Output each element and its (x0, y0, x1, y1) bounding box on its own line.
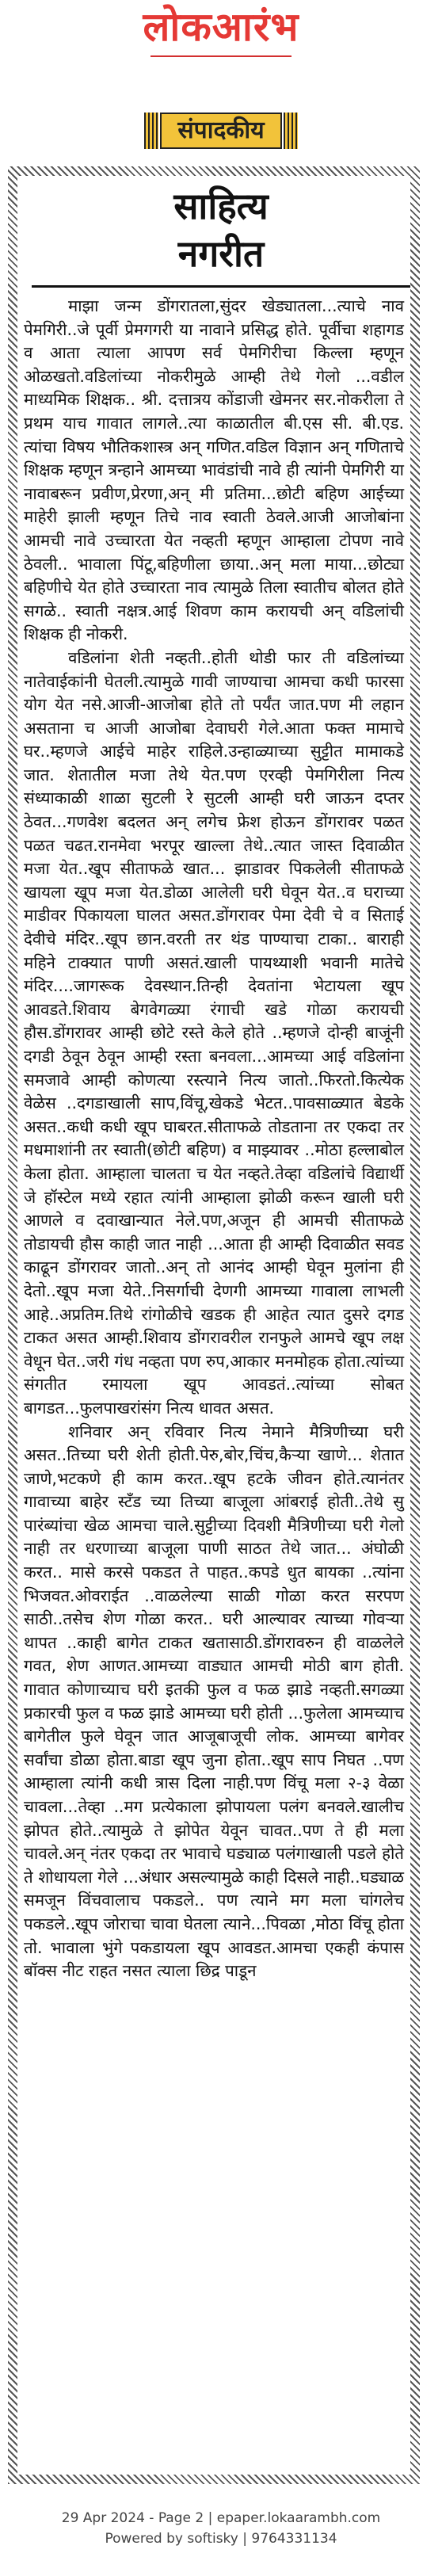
headline-line-2: नगरीत (177, 232, 265, 275)
headline-line-1: साहित्य (173, 185, 269, 227)
masthead-rule (151, 55, 291, 57)
footer-line-credit: Powered by softisky | 9764331134 (105, 2531, 337, 2547)
footer-line-edition: 29 Apr 2024 - Page 2 | epaper.lokaarambh.com (61, 2510, 381, 2526)
article-paragraph-1: माझा जन्म डोंगरातला,सुंदर खेड्यातला...त्याचे नाव पेमगिरी..जे पूर्वी प्रेमगगरी या नावाने प्रसिद्ध होते. पूर्वीचा शहागड व आता त्याला आपण सर्व पेमगिरीचा किल्ला म्हणून ओळखतो.वडिलांच्या नोकरीमुळे आम्ही तेथे गेलो ...वडील माध्यमिक शिक्षक.. श्री. दत्तात्रय कोंडाजी खेमनर सर.नोकरीला ते प्रथम याच गावात लागले..त्या काळातील बी.एस सी. बी.एड. त्यांचा विषय भौतिकशास्त्र अन् गणित.वडिल विज्ञान अन् गणिताचे शिक्षक म्हणून त्रन्हाने आमच्या भावंडांची नावे ही त्यांनी पेमगिरी या नावाबरून प्रवीण,प्रेरणा,अन् मी प्रतिमा...छोटी बहिण आईच्या माहेरी झाली म्हणून तिचे नाव स्वाती ठेवले.आजी आजोबांना आमची नावे उच्चारता येत नव्हती म्हणून आम्हाला टोपण नावे ठेवली.. भावाला पिंटू,बहिणीला छाया..अन् मला माया...छोट्या बहिणीचे येत होते उच्चारता नाव त्यामुळे तिला स्वातीच बोलत होते सगळे.. स्वाती नक्षत्र.आई शिवण काम करायची अन् वडिलांची शिक्षक ही नोकरी. (24, 296, 404, 644)
article-headline (0, 182, 442, 277)
page-footer (0, 2508, 442, 2549)
section-label: संपादकीय (160, 113, 282, 149)
headline-rule (32, 285, 410, 288)
article-paragraph-3: शनिवार अन् रविवार नित्य नेमाने मैत्रिणीच्या घरी असत..तिच्या घरी शेती होती.पेरु,बोर,चिंच,कैऱ्या खाणे... शेतात जाणे,भटकणे ही काम करत..खूप हटके जीवन होते.त्यानंतर गावाच्या बाहेर स्टँड च्या तिच्या बाजूला आंबराई होती..तेथे सु पारंब्यांचा खेळ आमचा चाले.सुट्टीच्या दिवशी मैत्रिणीच्या घरी गेलो नाही तर धरणाच्या बाजूला पाणी साठत तेथे जात... अंघोळी करत.. मासे करसे पकडत ते पाहत..कपडे धुत बायका ..त्यांना भिजवत.ओवराईत ..वाळलेल्या साळी गोळा करत सरपण साठी..तसेच शेण गोळा करत.. घरी आल्यावर त्याच्या गोवऱ्या थापत ..काही बागेत टाकत खतासाठी.डोंगरावरुन ही वाळलेले गवत, शेण आणत.आमच्या वाड्यात आमची मोठी बाग होती. गावात कोणाच्याच घरी इतकी फुल व फळ झाडे नव्हती.सगळ्या प्रकारची फुल व फळ झाडे आमच्या घरी होती ...फुलेला आमच्याच बागेतील फुले घेवून जात आजूबाजूची लोक. आमच्या बागेवर सर्वांचा डोळा होता.बाडा खूप जुना होता..खूप साप निघत ..पण आम्हाला त्यांनी कधी त्रास दिला नाही.पण विंचू मला २-३ वेळा चावला...तेव्हा ..मग प्रत्येकाला झोपायला पलंग बनवले.खालीच झोपत होते..त्यामुळे ते झोपेत येवून चावत..पण ते ही मला चावले.अन् नंतर एकदा तर भावाचे घड्याळ पलंगाखाली पडले होते ते शोधायला गेले ...अंधार असल्यामुळे काही दिसले नाही..घड्याळ समजून विंचवालाच पकडले.. पण त्याने मग मला चांगलेच पकडले..खूप जोराचा चावा घेतला त्याने...पिवळा ,मोठा विंचू होता तो. भावाला भुंगे पकडायला खूप आवडत.आमचा एकही कंपास बॉक्स नीट राहत नसत त्याला छिद्र पाडून (24, 1422, 404, 1981)
article-paragraph-2: वडिलांना शेती नव्हती..होती थोडी फार ती वडिलांच्या नातेवाईकांनी घेतली.त्यामुळे गावी जाण्याचा आमचा कधी फारसा योग येत नसे.आजी-आजोबा होते तो पर्यंत जात.पण मी लहान असताना च आजी आजोबा देवाघरी गेले.आता फक्त मामाचे घर..म्हणजे आईचे माहेर राहिले.उन्हाळ्याच्या सुट्टीत मामाकडे जात. शेतातील मजा तेथे येत.पण एरव्ही पेमगिरीला नित्य संध्याकाळी शाळा सुटली रे सुटली आम्ही घरी जाऊन दप्तर ठेवत...गणवेश बदलत अन् लगेच फ्रेश होऊन डोंगरावर पळत पळत चढत.रानमेवा भरपूर खाल्ला तेथे..त्यात जास्त दिवाळीत मजा येत..खूप सीताफळे खात... झाडावर पिकलेली सीताफळे खायला खूप मजा येत.डोळा आलेली घरी घेवून येत..व घराच्या माडीवर पिकायला घालत असत.डोंगरावर पेमा देवी चे व सिताई देवीचे मंदिर..खूप छान.वरती तर थंड पाण्याचा टाका.. बाराही महिने टाक्यात पाणी असतं.खाली पायथ्याशी भवानी मातेचे मंदिर....जागरूक देवस्थान.तिन्ही देवतांना भेटायला खूप आवडते.शिवाय बेगवेगळ्या रंगाची खडे गोळा करायची हौस.डोंगरावर आम्ही छोटे रस्ते केले होते ..म्हणजे दोन्ही बाजूंनी दगडी ठेवून ठेवून आम्ही रस्ता बनवला...आमच्या आई वडिलांना समजावे आम्ही कोणत्या रस्त्याने नित्य जातो..फिरतो.कित्येक वेळेस ..दगडाखाली साप,विंचू,खेकडे भेटत..पावसाळ्यात बेडके असत..कधी कधी खूप घाबरत.सीताफळे तोडताना तर एकदा तर मधमाशांनी तर स्वाती(छोटी बहिण) व माझ्यावर ..मोठा हल्लाबोल केला होता. आम्हाला चालता च येत नव्हते.तेव्हा वडिलांचे विद्यार्थी जे हॉस्टेल मध्ये रहात त्यांनी आम्हाला झोळी करून खाली घरी आणले व दवाखान्यात नेले.पण,अजून ही आमची सीताफळे तोडायची हौस काही जात नाही ...आता ही आम्ही दिवाळीत सवड काढून डोंगरावर जातो..अन् तो आनंद आम्ही घेवून मुलांना ही देतो..खूप मजा येते..निसर्गाची देणगी आमच्या गावाला लाभली आहे..अप्रतिम.तिथे रांगोळीचे खडक ही आहेत त्यात दुसरे दगड टाकत असत आम्ही.शिवाय डोंगरावरील रानफुले आमचे खूप लक्ष वेधून घेत..जरी गंध नव्हता पण रुप,आकार मनमोहक होता.त्यांच्या संगतीत रमायला खूप आवडतं..त्यांच्या सोबत बागडत...फुलपाखरांसंग नित्य धावत असत. (24, 647, 404, 1418)
brand-logo: लोकआरंभ (143, 4, 299, 50)
masthead (0, 0, 442, 95)
article-body (24, 295, 404, 1983)
